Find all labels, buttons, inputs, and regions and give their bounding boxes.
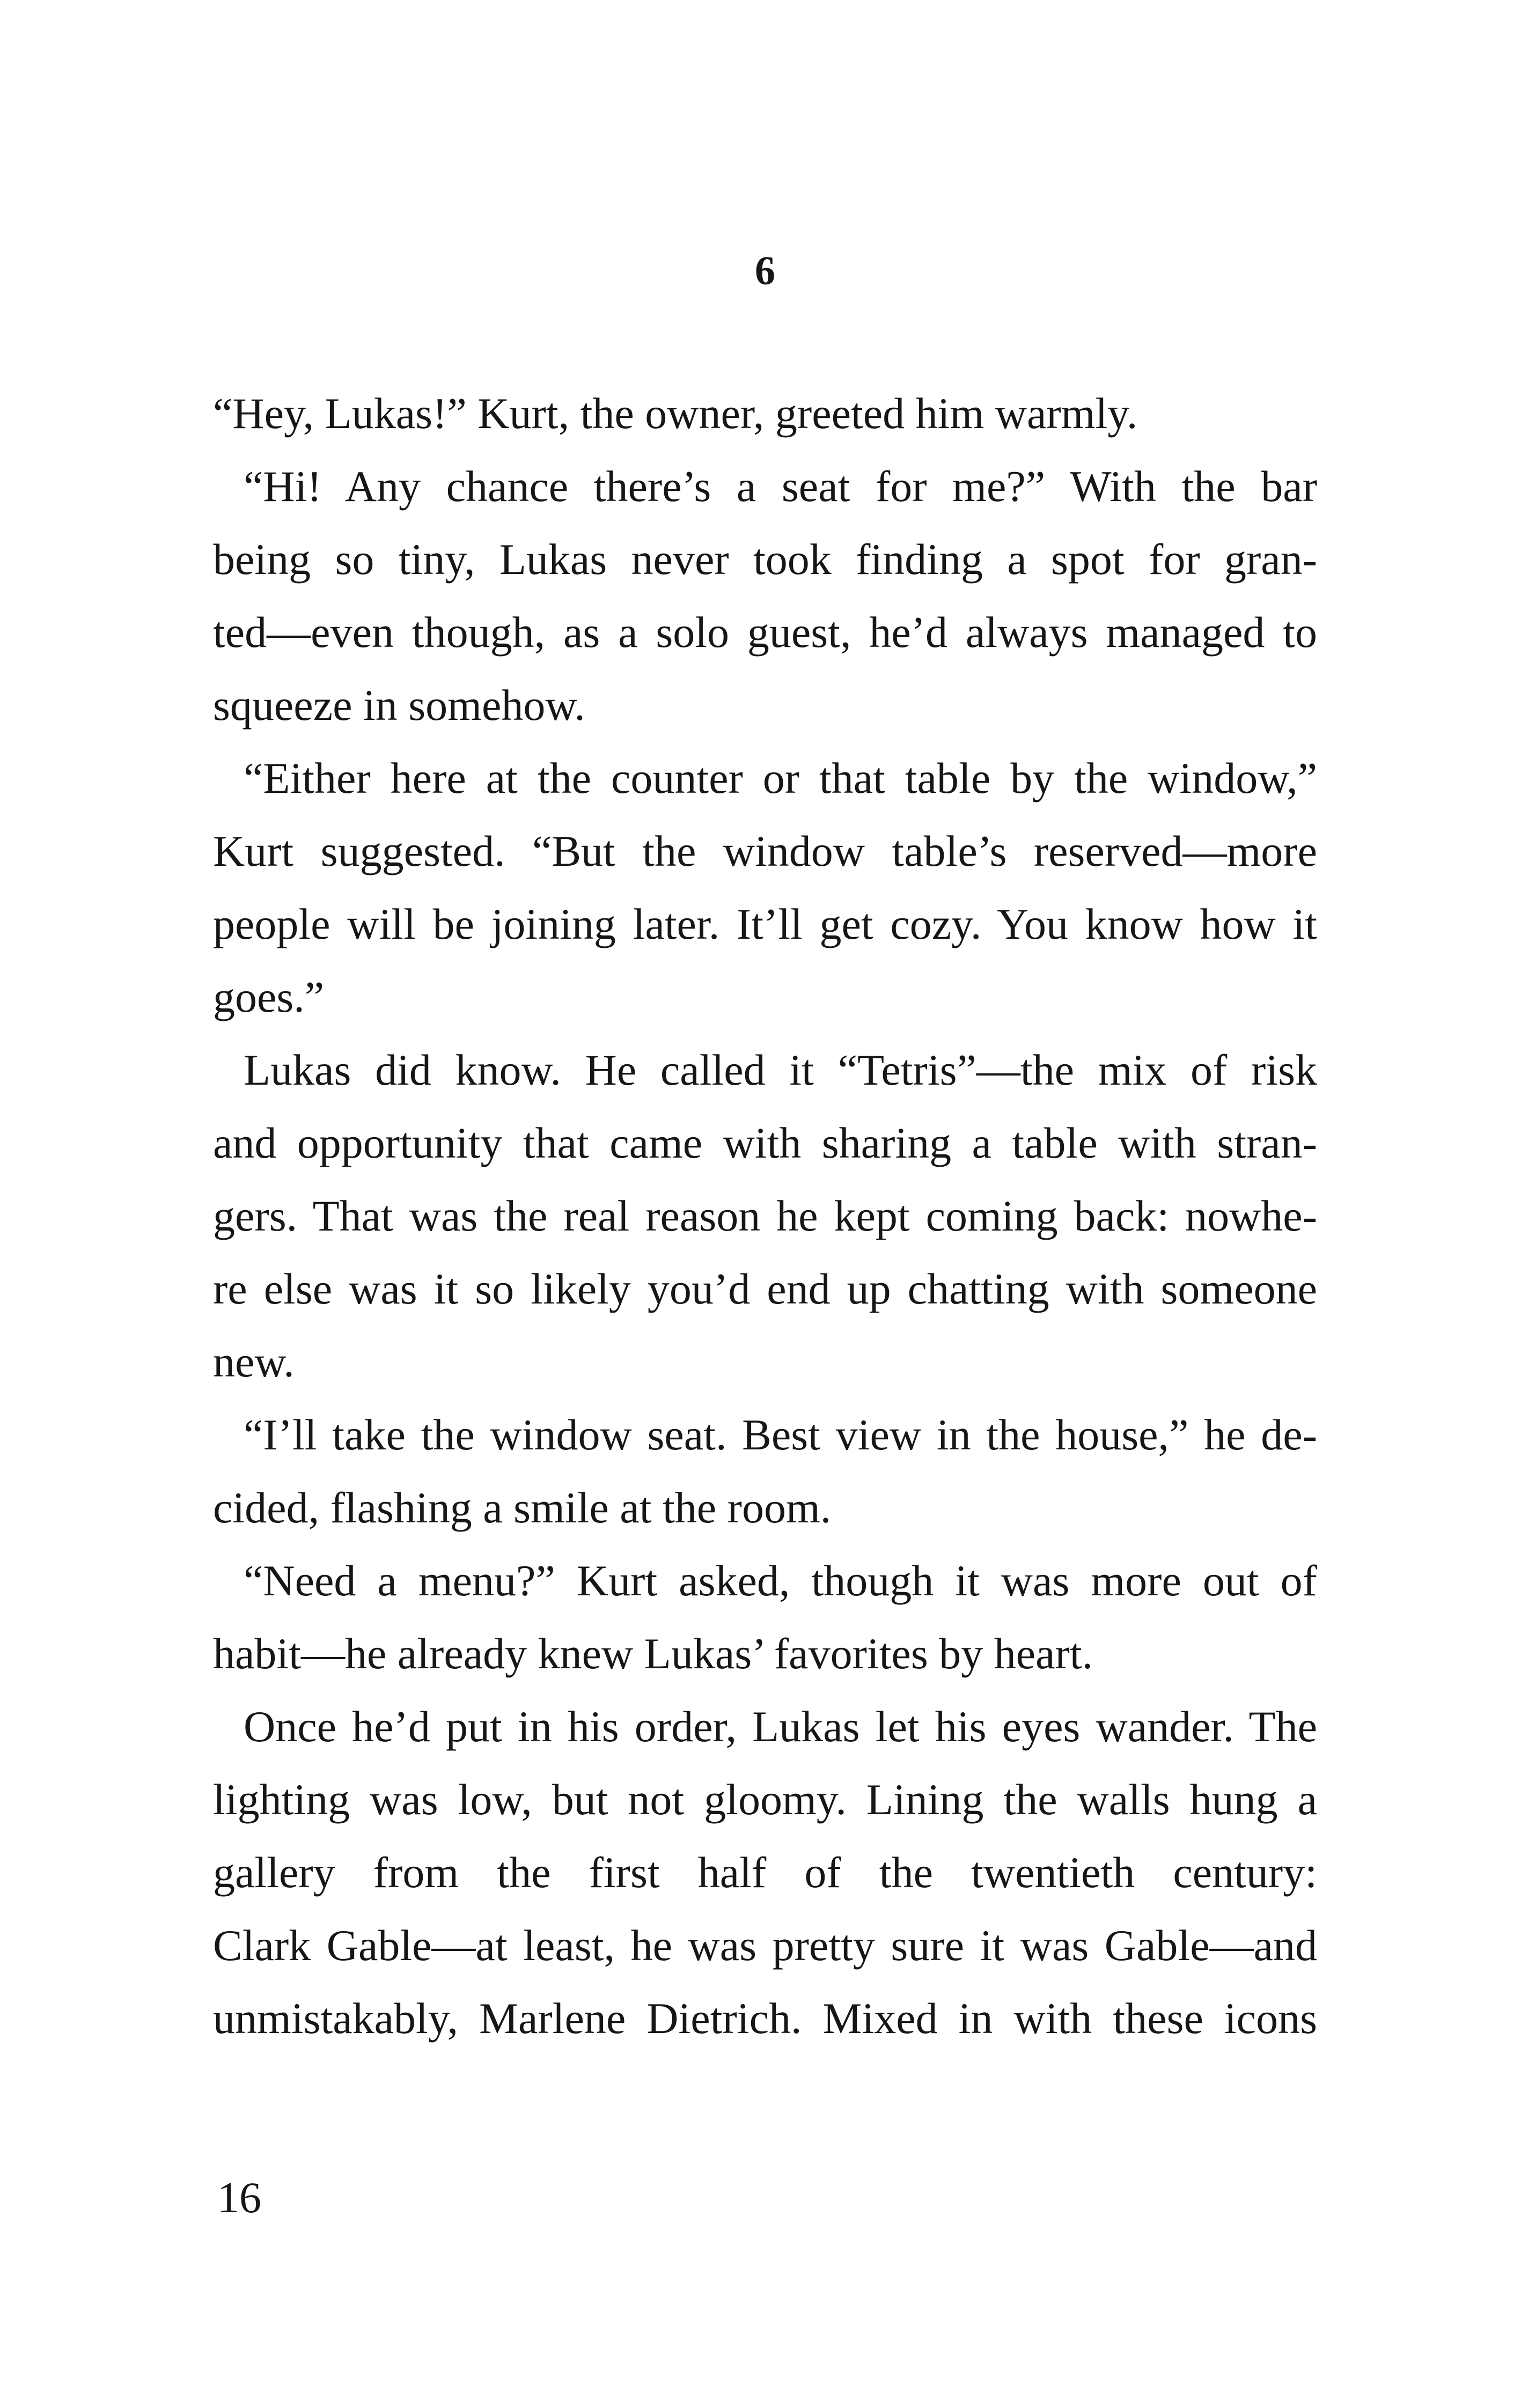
paragraph	[213, 450, 1317, 742]
page-number: 16	[217, 2173, 261, 2222]
text-line: re else was it so likely you’d end up chatting with someone	[213, 1264, 1317, 1313]
paragraph	[213, 742, 1317, 1034]
text-line: being so tiny, Lukas never took finding a spot for gran-	[213, 535, 1317, 584]
paragraph	[213, 1034, 1317, 1398]
text-line: “Need a menu?” Kurt asked, though it was more out of	[244, 1556, 1317, 1605]
paragraph	[213, 1398, 1317, 1544]
chapter-number: 6	[755, 248, 775, 293]
text-line: “I’ll take the window seat. Best view in the house,” he de-	[244, 1410, 1317, 1459]
text-line: people will be joining later. It’ll get cozy. You know how it	[213, 900, 1317, 948]
text-line: squeeze in somehow.	[213, 681, 585, 730]
text-line: Once he’d put in his order, Lukas let his eyes wander. The	[244, 1702, 1317, 1751]
text-line: gers. That was the real reason he kept coming back: nowhe-	[213, 1191, 1317, 1240]
text-line: and opportunity that came with sharing a table with stran-	[213, 1118, 1317, 1167]
text-line: Lukas did know. He called it “Tetris”—the mix of risk	[244, 1045, 1317, 1094]
text-line: gallery from the first half of the twentieth century:	[213, 1848, 1317, 1897]
text-line: habit—he already knew Lukas’ favorites by heart.	[213, 1629, 1093, 1678]
text-line: ted—even though, as a solo guest, he’d always managed to	[213, 608, 1317, 657]
paragraph	[213, 1690, 1317, 2055]
text-line: “Either here at the counter or that table by the window,”	[244, 754, 1317, 802]
text-line: cided, flashing a smile at the room.	[213, 1483, 832, 1532]
text-line: goes.”	[213, 973, 325, 1021]
text-line: “Hey, Lukas!” Kurt, the owner, greeted him warmly.	[213, 389, 1138, 438]
text-line: lighting was low, but not gloomy. Lining the walls hung a	[213, 1775, 1317, 1824]
body-text	[213, 377, 1317, 2055]
text-line: new.	[213, 1337, 295, 1386]
paragraph	[213, 377, 1317, 450]
text-line: unmistakably, Marlene Dietrich. Mixed in with these icons	[213, 1994, 1317, 2043]
text-line: “Hi! Any chance there’s a seat for me?” With the bar	[244, 462, 1317, 511]
text-line: Kurt suggested. “But the window table’s reserved—more	[213, 827, 1317, 875]
text-line: Clark Gable—at least, he was pretty sure it was Gable—and	[213, 1921, 1317, 1970]
paragraph	[213, 1544, 1317, 1690]
